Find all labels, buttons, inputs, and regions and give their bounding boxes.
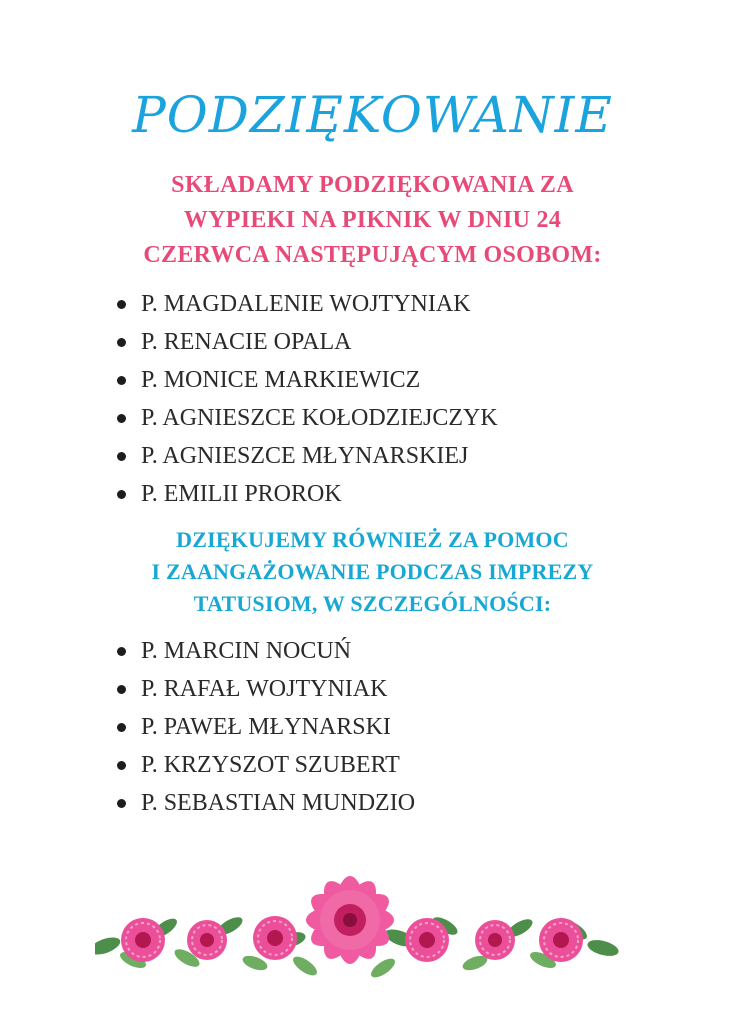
bullet-icon xyxy=(117,490,126,499)
bullet-icon xyxy=(117,685,126,694)
list-item xyxy=(117,285,498,323)
baker-name: P. EMILII PROROK xyxy=(141,481,342,507)
flower-icon xyxy=(475,920,515,960)
list-item xyxy=(117,399,498,437)
bullet-icon xyxy=(117,452,126,461)
flower-icon xyxy=(121,918,165,962)
helper-name: P. KRZYSZOT SZUBERT xyxy=(141,752,400,778)
bullet-icon xyxy=(117,338,126,347)
list-item xyxy=(117,746,415,784)
thanks-line: TATUSIOM, W SZCZEGÓLNOŚCI: xyxy=(193,591,552,616)
page-title: PODZIĘKOWANIE xyxy=(132,86,613,144)
large-flower-icon xyxy=(304,874,396,966)
bullet-icon xyxy=(117,799,126,808)
flower-garland-icon xyxy=(95,868,620,980)
list-item xyxy=(117,475,498,513)
list-item xyxy=(117,632,415,670)
intro-line: CZERWCA NASTĘPUJĄCYM OSOBOM: xyxy=(143,242,602,268)
list-item xyxy=(117,323,498,361)
baker-name: P. AGNIESZCE KOŁODZIEJCZYK xyxy=(141,405,498,431)
baker-name: P. MONICE MARKIEWICZ xyxy=(141,367,421,393)
bullet-icon xyxy=(117,723,126,732)
bullet-icon xyxy=(117,647,126,656)
bullet-icon xyxy=(117,414,126,423)
helper-name: P. SEBASTIAN MUNDZIO xyxy=(141,790,416,816)
flower-icon xyxy=(405,918,449,962)
intro-text xyxy=(80,168,665,273)
list-item xyxy=(117,784,415,822)
thanks-line: DZIĘKUJEMY RÓWNIEŻ ZA POMOC xyxy=(176,527,569,552)
flower-icon xyxy=(253,916,297,960)
bullet-icon xyxy=(117,376,126,385)
helper-name: P. MARCIN NOCUŃ xyxy=(141,638,352,664)
list-item xyxy=(117,708,415,746)
helper-name: P. PAWEŁ MŁYNARSKI xyxy=(141,714,391,740)
list-item xyxy=(117,361,498,399)
intro-line: WYPIEKI NA PIKNIK W DNIU 24 xyxy=(183,207,562,233)
helper-name: P. RAFAŁ WOJTYNIAK xyxy=(141,676,388,702)
list-item xyxy=(117,437,498,475)
thanks-text xyxy=(90,524,655,620)
list-item xyxy=(117,670,415,708)
bullet-icon xyxy=(117,761,126,770)
thanks-line: I ZAANGAŻOWANIE PODCZAS IMPREZY xyxy=(151,559,594,584)
baker-name: P. AGNIESZCE MŁYNARSKIEJ xyxy=(141,443,469,469)
intro-line: SKŁADAMY PODZIĘKOWANIA ZA xyxy=(171,172,574,198)
baker-name: P. MAGDALENIE WOJTYNIAK xyxy=(141,291,471,317)
flower-icon xyxy=(187,920,227,960)
flower-icon xyxy=(539,918,583,962)
baker-name: P. RENACIE OPALA xyxy=(141,329,352,355)
bakers-list xyxy=(117,285,498,513)
bullet-icon xyxy=(117,300,126,309)
helpers-list xyxy=(117,632,415,822)
